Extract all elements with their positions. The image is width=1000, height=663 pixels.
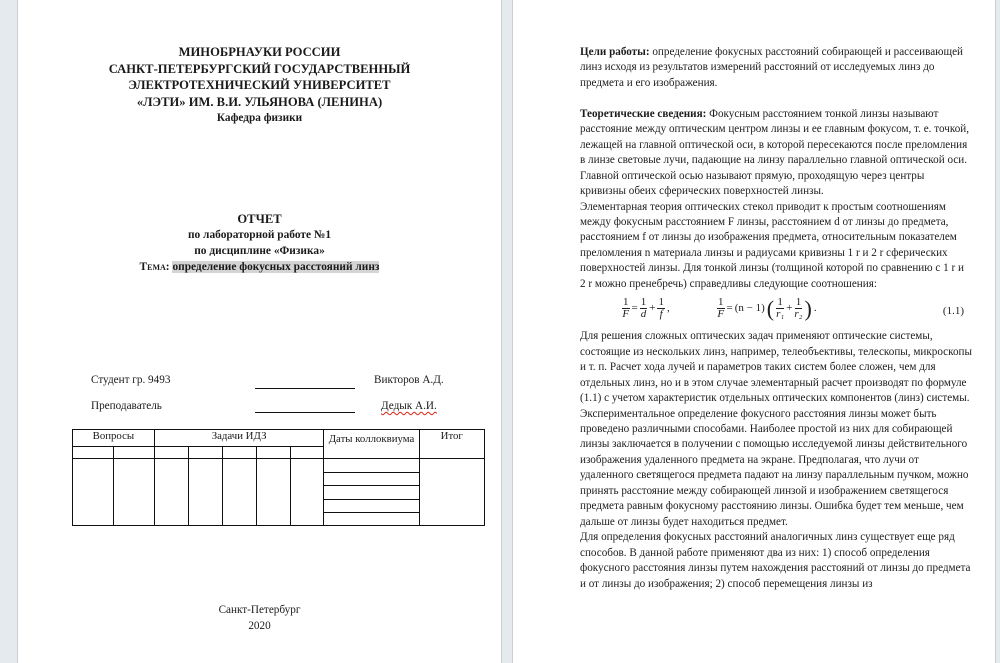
city: Санкт-Петербург xyxy=(218,604,301,616)
lab-line: по лабораторной работе №1 xyxy=(187,229,332,241)
header-line-university-2: ЭЛЕКТРОТЕХНИЧЕСКИЙ УНИВЕРСИТЕТ xyxy=(128,78,391,92)
cell[interactable] xyxy=(73,459,114,526)
theme-value[interactable]: определение фокусных расстояний линз xyxy=(172,261,380,273)
paragraph-experimental: Экспериментальное определение фокусного расстояния линзы может быть проведено различными способами. Наиболее простой из них для собирающей линзы заключается в получении с помощью исследуемой линзы действительного изображения удаленного предмета на экране. Предполагая, что лучи от удаленного светящегося предмета падают на линзу параллельным пучком, можно принять расстояние между собирающей линзой и изображением светящегося предмета равным фокусному расстоянию линзы. Ошибка будет тем меньше, чем дальше от линзы будет находиться предмет. xyxy=(580,407,969,528)
year: 2020 xyxy=(248,620,271,632)
discipline-line: по дисциплине «Физика» xyxy=(194,245,325,257)
cell[interactable] xyxy=(290,447,324,459)
cell[interactable] xyxy=(113,447,154,459)
student-signature-line xyxy=(255,388,355,389)
header-total: Итог xyxy=(419,430,484,459)
university-header xyxy=(18,44,501,127)
cell[interactable] xyxy=(154,447,188,459)
teacher-signature-line xyxy=(255,412,355,413)
content-page xyxy=(513,0,995,663)
theme-line xyxy=(18,259,501,275)
date-cell[interactable] xyxy=(324,513,419,526)
date-cell[interactable] xyxy=(324,500,419,513)
city-year-block xyxy=(18,602,501,634)
cell[interactable] xyxy=(223,447,257,459)
header-questions: Вопросы xyxy=(73,430,155,447)
teacher-label: Преподаватель xyxy=(91,400,162,412)
student-name: Викторов А.Д. xyxy=(374,374,444,386)
header-line-university-1: САНКТ-ПЕТЕРБУРГСКИЙ ГОСУДАРСТВЕННЫЙ xyxy=(108,61,411,76)
equation-number: (1.1) xyxy=(942,305,964,318)
date-cell[interactable] xyxy=(324,473,419,486)
theory-text: Фокусным расстоянием тонкой линзы называют расстояние между оптическим центром линзы и ее главным фокусом, т. е. точкой, лежащей на главной оптической оси, в которой пересекаются после преломления в линзе световые лучи, падающие на линзу параллельно главной оптической оси. Главной оптической осью называют прямую, проходящую через центры кривизны обеих сферических поверхностей линзы. xyxy=(580,107,970,198)
paragraph-methods: Для определения фокусных расстояний аналогичных линз существует еще ряд способов. В данной работе применяют два из них: 1) способ определения фокусного расстояния линзы путем нахождения расстояний от линзы до предмета и от линзы до изображения; 2) способ перемещения линзы из xyxy=(580,531,971,590)
cell[interactable] xyxy=(257,459,291,526)
theory-paragraph xyxy=(580,107,972,200)
cell[interactable] xyxy=(290,459,324,526)
header-colloquium-dates: Даты коллоквиума xyxy=(324,430,419,459)
date-cell[interactable] xyxy=(324,459,419,473)
cell[interactable] xyxy=(257,447,291,459)
theme-label: Тема: xyxy=(139,261,170,273)
teacher-name xyxy=(381,400,437,412)
grade-table xyxy=(72,429,485,526)
teacher-name-text: Дедык А.И. xyxy=(381,400,437,412)
goals-paragraph xyxy=(580,45,972,91)
body-text xyxy=(580,45,972,592)
student-label: Студент гр. 9493 xyxy=(91,374,171,386)
paragraph-complex-systems: Для решения сложных оптических задач применяют оптические системы, состоящие из нескольких линз, например, телеобъективы, телескопы, микроскопы и т. п. Расчет хода лучей и параметров таких систем более сложен, чем для отдельных линз, но и в этом случае элементарный расчет производят по формуле (1.1) с учетом характеристик отдельных оптических компонентов (линз) системы. xyxy=(580,330,972,405)
thin-lens-equation: $\frac{1}{F}$ = $\frac{1}{d}$ + $\frac{1}{f}$ , xyxy=(622,296,670,321)
header-idz-tasks: Задачи ИДЗ xyxy=(154,430,324,447)
goals-label: Цели работы: xyxy=(580,46,650,58)
title-page xyxy=(18,0,501,663)
header-line-university-3: «ЛЭТИ» ИМ. В.И. УЛЬЯНОВА (ЛЕНИНА) xyxy=(136,94,383,109)
header-line-ministry: МИНОБРНАУКИ РОССИИ xyxy=(178,45,341,59)
total-cell[interactable] xyxy=(419,459,484,526)
cell[interactable] xyxy=(113,459,154,526)
goals-text: определение фокусных расстояний собирающей и рассеивающей линз исходя из результатов измерений расстояний от исследуемых линз до предмета и его изображения. xyxy=(580,46,963,89)
theory-label: Теоретические сведения: xyxy=(580,107,707,120)
department: Кафедра физики xyxy=(216,112,303,124)
report-title: ОТЧЕТ xyxy=(237,212,282,226)
cell[interactable] xyxy=(188,447,223,459)
cell[interactable] xyxy=(223,459,257,526)
cell[interactable] xyxy=(73,447,114,459)
report-block xyxy=(18,211,501,275)
date-cell[interactable] xyxy=(324,486,419,500)
cell[interactable] xyxy=(154,459,188,526)
cell[interactable] xyxy=(188,459,223,526)
lensmaker-equation: $\frac{1}{F}$ = (n − 1) ( $\frac{1}{\text{r₁}}$ + $\frac{1}{\text{r₂}}$ ) . xyxy=(717,295,817,321)
formula-1-1 xyxy=(580,294,972,328)
paragraph-elementary-theory: Элементарная теория оптических стекол приводит к простым соотношениям между фокусным расстоянием F линзы, расстоянием d от линзы до предмета, расстоянием f от линзы до изображения предмета, относительным показателем преломления n материала линзы и радиусами кривизны 1 r и 2 r сферических поверхностей линзы. Для тонкой линзы (толщиной которой по сравнению с 1 r и 2 r можно пренебречь) справедливы следующие соотношения: xyxy=(580,200,964,290)
